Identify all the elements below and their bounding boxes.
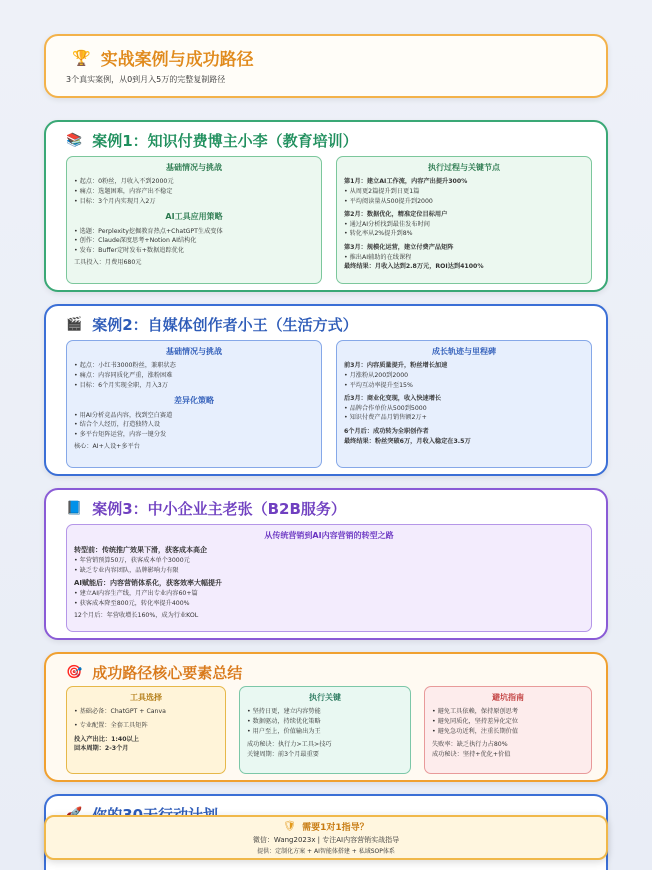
summary-execution-note2: 关键周期：前3个月最重要 — [247, 750, 319, 758]
list-item: • 创作：Claude深度思考+Notion AI结构化 — [74, 236, 314, 246]
list-item: • 多平台矩阵运营，内容一键分发 — [74, 430, 314, 440]
case2-title: 案例2：自媒体创作者小王（生活方式） — [92, 316, 358, 334]
list-item: • 目标：3个月内实现月入2万 — [74, 197, 314, 207]
list-item: 第3月：规模化运营，建立付费产品矩阵 — [344, 244, 454, 252]
notebook-icon: 📘 — [66, 501, 83, 516]
summary-tools-panel — [66, 686, 226, 774]
page-subtitle: 3个真实案例，从0到月入5万的完整复制路径 — [66, 75, 226, 84]
books-icon: 📚 — [66, 133, 83, 148]
list-item: • 建立AI内容生产线，月产出专业内容60+篇 — [74, 589, 584, 599]
list-item: • 通过AI分析找到最佳发布时间 — [344, 220, 430, 228]
page-title: 实战案例与成功路径 — [100, 50, 254, 70]
list-item: • 数据驱动，持续优化策略 — [247, 717, 403, 727]
case3-after-title: AI赋能后：内容营销体系化，获客效率大幅提升 — [74, 579, 223, 588]
list-item: • 痛点：内容同质化严重，涨粉困难 — [74, 371, 314, 381]
summary-tools-note2: 回本周期：2-3个月 — [74, 745, 129, 753]
list-item: 第2月：数据优化，精准定位目标用户 — [344, 211, 448, 219]
list-item: • 起点：0粉丝，月收入不到2000元 — [74, 177, 314, 187]
clapper-icon: 🎬 — [66, 317, 83, 332]
summary-execution-heading: 执行关键 — [309, 693, 341, 702]
list-item: • 推出AI辅助的在线课程 — [344, 253, 412, 261]
case1-left-heading: 基础情况与挑战 — [166, 163, 222, 172]
list-item: • 结合个人经历，打造独特人设 — [74, 420, 314, 430]
list-item: • 年营销预算50万，获客成本单个3000元 — [74, 556, 584, 566]
case3-panel — [66, 524, 592, 632]
list-item: • 避免同质化，坚持差异化定位 — [432, 717, 584, 727]
summary-card — [44, 652, 608, 782]
list-item: 前3月：内容质量提升，粉丝增长加速 — [344, 362, 448, 370]
contact-line1: 微信：Wang2023x | 专注AI内容营销实战指导 — [252, 836, 400, 844]
list-item: • 用户至上，价值输出为王 — [247, 727, 403, 737]
list-item: • 起点：小红书3000粉丝，兼职状态 — [74, 361, 314, 371]
list-item: 最终结果：月收入达到2.8万元，ROI达到4100% — [344, 263, 484, 271]
list-item: • 平均阅读量从500提升到2000 — [344, 197, 433, 205]
case3-before-title: 转型前：传统推广效果下滑，获客成本高企 — [74, 546, 207, 555]
list-item: • 避免急功近利，注重长期价值 — [432, 727, 584, 737]
list-item: • 选题：Perplexity挖掘教育热点+ChatGPT生成变体 — [74, 227, 314, 237]
contact-title: 需要1对1指导？ — [302, 823, 369, 833]
list-item: • 月涨粉从200到2000 — [344, 372, 409, 379]
summary-tools-note1: 投入产出比：1:40以上 — [74, 735, 139, 743]
list-item: • 用AI分析竞品内容，找到空白赛道 — [74, 411, 314, 421]
list-item: 第1月：建立AI工作流，内容产出提升300% — [344, 178, 468, 186]
summary-tools-heading: 工具选择 — [130, 693, 162, 702]
case2-card — [44, 304, 608, 476]
shield-icon: 🛡 — [283, 821, 297, 832]
list-item: 6个月后：成功转为全职创作者 — [344, 428, 429, 436]
list-item: • 发布：Buffer定时发布+数据追踪优化 — [74, 246, 314, 256]
summary-avoid-panel — [424, 686, 592, 774]
list-item: 最终结果：粉丝突破6万，月收入稳定在3.5万 — [344, 437, 471, 445]
summary-execution-panel — [239, 686, 411, 774]
case2-left-panel — [66, 340, 322, 468]
list-item: • 目标：6个月实现全职，月入3万 — [74, 381, 314, 391]
summary-avoid-note2: 成功秘诀：坚持+优化+价值 — [432, 750, 511, 758]
case1-right-heading: 执行过程与关键节点 — [428, 163, 500, 172]
list-item: • 基础必备：ChatGPT + Canva — [74, 707, 218, 717]
target-icon: 🎯 — [66, 665, 83, 680]
list-item: • 获客成本降至800元，转化率提升400% — [74, 599, 584, 609]
case1-left-panel — [66, 156, 322, 284]
list-item: • 平均互动率提升至15% — [344, 381, 413, 389]
list-item: • 知识付费产品月销售额2万+ — [344, 414, 427, 422]
list-item: • 避免工具依赖，保持原创思考 — [432, 707, 584, 717]
case2-left-heading2: 差异化策略 — [174, 396, 214, 406]
case1-title: 案例1：知识付费博主小李（教育培训） — [92, 132, 358, 150]
list-item: • 坚持日更，建立内容势能 — [247, 707, 403, 717]
case1-card — [44, 120, 608, 292]
list-item: • 品牌合作单价从500到5000 — [344, 404, 427, 412]
summary-avoid-heading: 避坑指南 — [492, 693, 524, 702]
summary-avoid-note1: 失败率：缺乏执行力占80% — [432, 741, 508, 749]
case2-left-heading: 基础情况与挑战 — [166, 347, 222, 356]
case2-right-heading: 成长轨迹与里程碑 — [432, 347, 496, 356]
contact-banner[interactable] — [44, 815, 608, 860]
header-card — [44, 34, 608, 98]
list-item: • 转化率从2%提升到8% — [344, 230, 413, 238]
case3-note: 12个月后：年营收增长160%，成为行业KOL — [74, 611, 199, 619]
trophy-icon: 🏆 — [72, 48, 91, 67]
list-item: 后3月：商业化变现，收入快速增长 — [344, 395, 442, 403]
list-item: • 从周更2篇提升到日更1篇 — [344, 188, 420, 195]
case1-right-panel — [336, 156, 592, 284]
case1-left-note: 工具投入：月费用680元 — [74, 259, 142, 267]
case1-left-heading2: AI工具应用策略 — [165, 212, 223, 222]
case3-panel-heading: 从传统营销到AI内容营销的转型之路 — [264, 531, 394, 540]
case2-left-note: 核心：AI+人设+多平台 — [74, 443, 140, 451]
list-item: • 专业配置：全套工具矩阵 — [74, 721, 218, 731]
contact-line2: 提供：定制化方案 + AI智能体搭建 + 私域SOP体系 — [257, 848, 395, 855]
summary-execution-note1: 成功秘诀：执行力>工具>技巧 — [247, 741, 332, 749]
case2-right-panel — [336, 340, 592, 468]
list-item: • 痛点：选题困难，内容产出不稳定 — [74, 187, 314, 197]
case3-title: 案例3：中小企业主老张（B2B服务） — [92, 500, 346, 518]
summary-title: 成功路径核心要素总结 — [92, 664, 243, 682]
case3-card — [44, 488, 608, 640]
list-item: • 缺乏专业内容团队，品牌影响力有限 — [74, 566, 584, 576]
